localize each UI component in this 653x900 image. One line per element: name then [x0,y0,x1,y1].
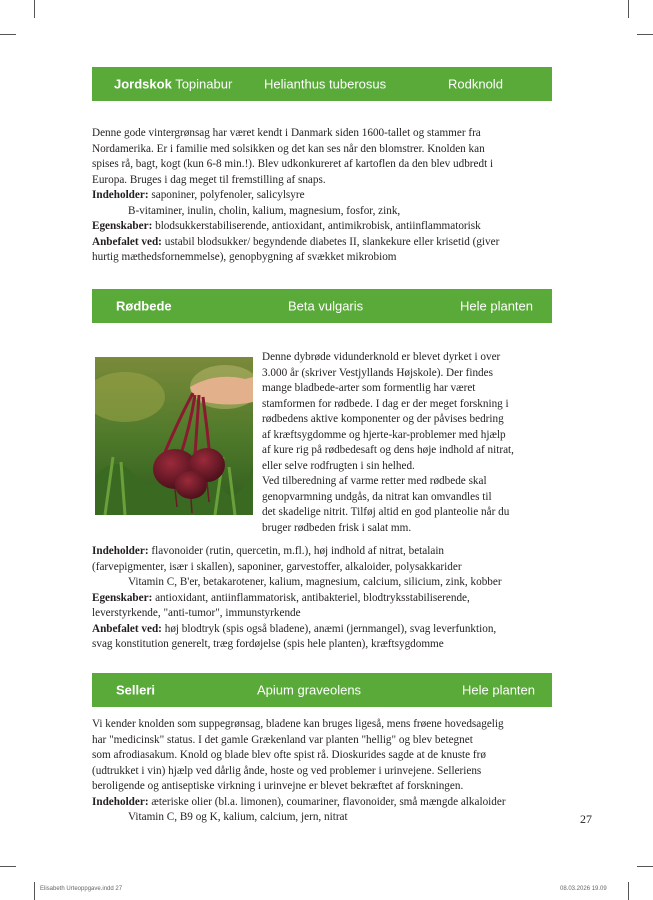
crop-mark [628,882,629,900]
text-line [92,250,499,266]
section-side-text-rodbede [262,350,514,536]
text-line [92,779,506,795]
field-text: som afrodiasakum. Knold og blade blev ofte spist rå. Dioskurides sagde at de knuste frø [92,749,486,761]
section-text-rodbede [92,544,502,653]
field-text: Vi kender knolden som suppegrønsag, bladene kan bruges ligeså, mens frøene hovedsagelig [92,718,504,730]
text-line [92,795,506,811]
field-text: antioxidant, antiinflammatorisk, antibakteriel, blodtryksstabiliserende, [152,591,470,604]
text-line [92,606,502,622]
plant-name: Jordskok [114,76,172,92]
field-text: æteriske olier (bl.a. limonen), coumariner, flavonoider, små mængde alkaloider [148,795,506,808]
field-text: saponiner, polyfenoler, salicylsyre [148,189,305,201]
text-line: bruger rødbeden frisk i salat mm. [262,521,412,534]
section-header-jordskok [92,67,552,101]
section-text-selleri [92,717,506,826]
text-line: af kure rig på rødbedesaft og dens høje indhold af nitrat, [262,444,514,456]
text-line [92,173,499,189]
text-line [92,637,502,653]
text-line [92,810,506,826]
crop-mark [637,866,653,867]
beetroot-photo [95,357,253,515]
crop-mark [628,0,629,18]
field-text: B-vitaminer, inulin, cholin, kalium, magnesium, fosfor, zink, [128,204,401,217]
plant-name: Rødbede [116,298,172,314]
text-line: det skadelige nitrit. Tilføj altid en god planteolie når du [262,506,510,518]
text-line [92,764,506,780]
text-line: af kræftsygdomme og hjerte-kar-problemer med hjælp [262,428,506,441]
section-text-jordskok [92,126,499,266]
field-text: høj blodtryk (spis også bladene), anæmi (jernmangel), svag leverfunktion, [161,622,497,635]
text-line: Ved tilberedning af varme retter med rødbede skal [262,475,487,487]
text-line [92,126,499,142]
plant-part: Rodknold [448,76,503,92]
field-text: Denne gode vintergrønsag har været kendt i Danmark siden 1600-tallet og stammer fra [92,127,481,139]
field-text: Nordamerika. Er i familie med solsikken og det kan ses når den blomstrer. Knolden kan [92,142,485,155]
field-label: Indeholder: [92,189,149,201]
text-line: rødbedens aktive komponenter og der påvises bedring [262,413,504,425]
latin-name: Apium graveolens [257,682,362,698]
text-line [92,142,499,158]
text-line [92,717,506,733]
field-text: blodsukkerstabiliserende, antioxidant, antimikrobisk, antiinflammatorisk [152,220,481,232]
plant-part: Hele planten [460,298,533,314]
plant-alt-name: Topinabur [175,76,233,92]
text-line: Denne dybrøde vidunderknold er blevet dyrket i over [262,351,501,363]
field-text: ustabil blodsukker/ begyndende diabetes II, slankekure eller krisetid (giver [161,235,500,248]
section-header-selleri [92,673,552,707]
text-line [92,219,499,235]
field-label: Egenskaber: [92,591,153,604]
text-line [92,575,502,591]
field-text: Vitamin C, B9 og K, kalium, calcium, jern, nitrat [128,811,348,823]
crop-mark [0,34,16,35]
text-line: eller selve rodfrugten i sin helhed. [262,459,415,472]
plant-part: Hele planten [462,682,535,698]
text-line: 3.000 år (skriver Vestjyllands Højskole). Der findes [262,366,493,379]
plant-name: Selleri [116,682,156,698]
crop-mark [637,34,653,35]
latin-name: Beta vulgaris [288,298,364,314]
text-line [92,748,506,764]
field-text: (udtrukket i vin) hjælp ved dårlig ånde, hoste og ved problemer i urinvejene. Selleriens [92,764,482,777]
field-label: Anbefalet ved: [92,622,162,635]
text-line [92,733,506,749]
crop-mark [34,0,35,18]
field-text: svag konstitution generelt, træg fordøjelse (spis hele planten), kræftsygdomme [92,638,444,650]
field-text: flavonoider (rutin, quercetin, m.fl.), høj indhold af nitrat, betalain [148,545,445,557]
section-header-rodbede [92,289,552,323]
field-text: (farvepigmenter, især i skallen), saponiner, garvestoffer, alkaloider, polysakkarider [92,560,462,573]
slug-left: Elisabeth Urteoppgave.indd 27 [40,886,123,892]
text-line [92,188,499,204]
text-line [92,204,499,220]
text-line: stamformen for rødbede. I dag er der meget forskning i [262,397,509,410]
text-line [92,157,499,173]
page-number: 27 [580,812,592,826]
slug-right: 08.03.2026 19.09 [560,886,607,892]
field-text: Vitamin C, B'er, betakarotener, kalium, magnesium, calcium, silicium, zink, kobber [128,576,502,588]
field-text: spises rå, bagt, kogt (kun 6-8 min.!). Blev udkonkureret af kartoflen da den blev udbredt i [92,158,494,170]
field-text: beroligende og antiseptiske virkning i urinvejne er blevet bekræftet af forskningen. [92,780,464,792]
text-line: genopvarmning undgås, da nitrat kan omvandles til [262,490,492,503]
crop-mark [34,882,35,900]
field-text: har "medicinsk" status. I det gamle Grækenland var planten "hellig" og blev betegnet [92,733,473,746]
text-line [92,560,502,576]
field-text: hurtig mæthedsfornemmelse), genopbygning af svækket mikrobiom [92,251,397,263]
text-line [92,544,502,560]
text-line [92,622,502,638]
beetroot-illustration [95,357,253,515]
field-label: Egenskaber: [92,220,153,232]
field-text: leverstyrkende, "anti-tumor", immunstyrkende [92,607,301,619]
latin-name: Helianthus tuberosus [264,76,387,92]
text-line [92,235,499,251]
crop-mark [0,866,16,867]
field-label: Indeholder: [92,795,149,808]
field-label: Anbefalet ved: [92,235,162,248]
field-text: Europa. Bruges i dag meget til fremstilling af snaps. [92,173,326,186]
text-line: mange bladbede-arter som formentlig har været [262,382,476,394]
text-line [92,591,502,607]
field-label: Indeholder: [92,545,149,557]
